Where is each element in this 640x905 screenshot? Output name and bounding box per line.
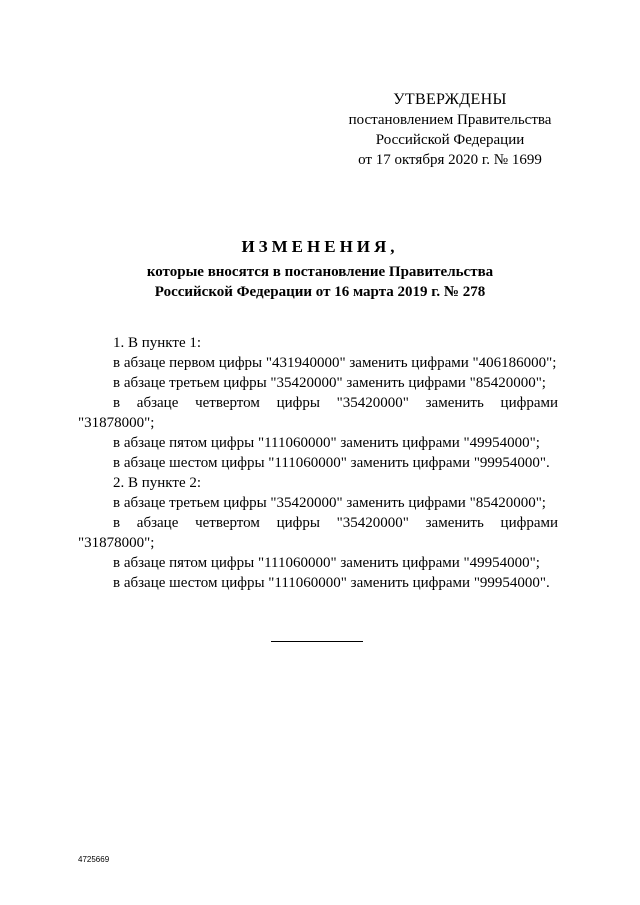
approval-line: Российской Федерации — [375, 132, 525, 148]
change-item: в абзаце третьем цифры "35420000" заменить цифрами "85420000"; — [113, 375, 546, 391]
document-body — [78, 333, 558, 593]
change-item: в абзаце шестом цифры "111060000" заменить цифрами "99954000". — [113, 455, 550, 471]
subtitle-line: которые вносятся в постановление Правительства — [146, 264, 494, 280]
end-divider — [271, 641, 363, 642]
document-number: 4725669 — [78, 855, 110, 864]
approval-heading: УТВЕРЖДЕНЫ — [393, 91, 507, 108]
document-subtitle — [100, 262, 540, 302]
approval-date-number: от 17 октября 2020 г. № 1699 — [358, 152, 542, 168]
section-heading: 1. В пункте 1: — [113, 335, 202, 351]
change-item: в абзаце четвертом цифры "35420000" заменить цифрами "31878000"; — [78, 515, 558, 551]
section-heading: 2. В пункте 2: — [113, 475, 202, 491]
change-item: в абзаце шестом цифры "111060000" заменить цифрами "99954000". — [113, 575, 550, 591]
change-item: в абзаце первом цифры "431940000" заменить цифрами "406186000"; — [113, 355, 557, 371]
subtitle-line: Российской Федерации от 16 марта 2019 г. № 278 — [154, 284, 486, 300]
change-item: в абзаце четвертом цифры "35420000" заменить цифрами "31878000"; — [78, 395, 558, 431]
change-item: в абзаце пятом цифры "111060000" заменить цифрами "49954000"; — [113, 555, 540, 571]
document-title: ИЗМЕНЕНИЯ, — [241, 237, 399, 256]
approval-block — [330, 90, 570, 170]
change-item: в абзаце пятом цифры "111060000" заменить цифрами "49954000"; — [113, 435, 540, 451]
change-item: в абзаце третьем цифры "35420000" заменить цифрами "85420000"; — [113, 495, 546, 511]
approval-line: постановлением Правительства — [348, 112, 552, 128]
